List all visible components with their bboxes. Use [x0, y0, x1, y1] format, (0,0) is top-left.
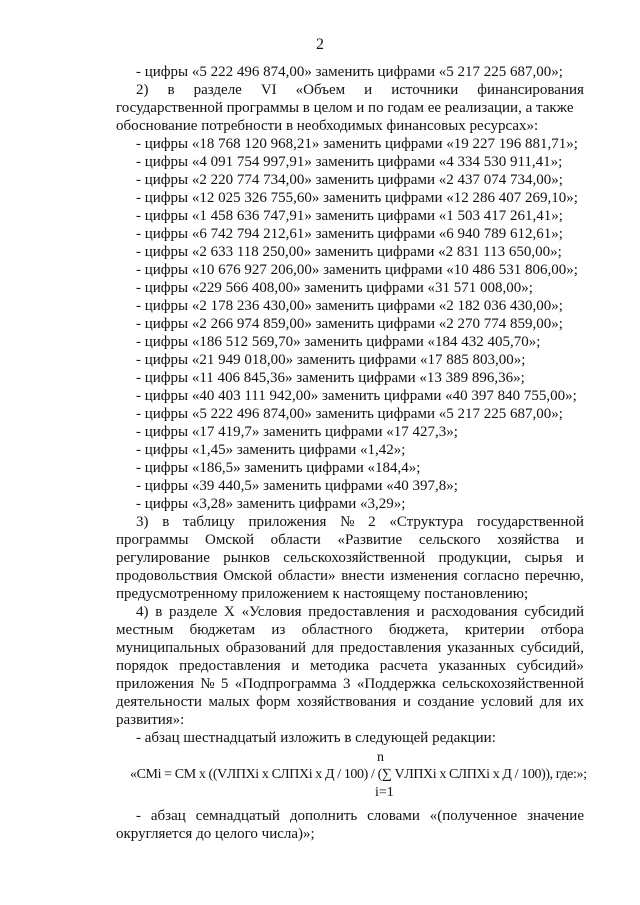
word: «Условия [241, 604, 302, 620]
word: разделе [169, 604, 218, 620]
list-item: - цифры «10 676 927 206,00» заменить цифрами «10 486 531 806,00»; [136, 262, 578, 278]
word: программы [116, 532, 189, 548]
word: приложения [116, 676, 194, 692]
word: из [271, 622, 286, 638]
formula-upper-limit: n [377, 750, 384, 765]
item-3-line-2 [116, 531, 584, 549]
word: № [200, 676, 215, 692]
abzac-16-line: - абзац шестнадцатый изложить в следующей редакции: [136, 730, 496, 746]
word: 2 [368, 514, 376, 530]
item-4-line-5 [116, 675, 584, 693]
word: семнадцатый [195, 808, 280, 824]
word: продовольствия [116, 568, 218, 584]
word: рынков [223, 550, 270, 566]
word: для [311, 640, 334, 656]
item-2-line-3: обоснование потребности в необходимых финансовых ресурсах»: [116, 118, 539, 134]
word: значение [527, 808, 584, 824]
word: методика [310, 658, 369, 674]
word: указанных [438, 658, 506, 674]
document-body [116, 63, 587, 843]
word: «Подпрограмма [234, 676, 337, 692]
list-item: - цифры «5 222 496 874,00» заменить цифрами «5 217 225 687,00»; [136, 406, 563, 422]
item-4-line-7: развития»: [116, 712, 185, 728]
list-item: - цифры «229 566 408,00» заменить цифрами «31 571 008,00»; [136, 280, 533, 296]
word: 4) [136, 604, 149, 620]
formula-expression: «СМi = СМ х ((VЛПХi х СЛПХi х Д / 100) / (∑ VЛПХi х СЛПХi х Д / 100)), где:»; [130, 767, 587, 782]
word: форм [256, 694, 291, 710]
word: перечню, [524, 568, 584, 584]
word: хозяйства [497, 532, 560, 548]
formula [116, 749, 587, 803]
word: области [270, 532, 321, 548]
word: в [162, 514, 170, 530]
item-4-line-3 [116, 639, 584, 657]
word: «(полученное [429, 808, 518, 824]
word: субсидий, [520, 640, 584, 656]
word: - [136, 808, 141, 824]
word: и [402, 694, 411, 710]
word: областного [301, 622, 373, 638]
word: условий [480, 694, 534, 710]
text-line: - цифры «5 222 496 874,00» заменить цифрами «5 217 225 687,00»; [136, 64, 563, 80]
word: согласно [463, 568, 520, 584]
abzac-17-line-1 [116, 807, 584, 825]
item-3-line-3 [116, 549, 584, 567]
word: бюджета, [388, 622, 449, 638]
word: расчета [379, 658, 428, 674]
word: продукции, [438, 550, 512, 566]
word: субсидий» [516, 658, 584, 674]
word: и [416, 604, 425, 620]
word: 5 [220, 676, 229, 692]
list-item: - цифры «12 025 326 755,60» заменить цифрами «12 286 407 269,10»; [136, 190, 578, 206]
list-item: - цифры «1,45» заменить цифрами «1,42»; [136, 442, 406, 458]
word: и [291, 658, 300, 674]
word: их [568, 694, 584, 710]
word: изменения [390, 568, 458, 584]
word: словами [367, 808, 420, 824]
list-item: - цифры «3,28» заменить цифрами «3,29»; [136, 496, 406, 512]
word: бюджетам [189, 622, 256, 638]
word: внести [341, 568, 385, 584]
word: сельского [418, 532, 481, 548]
list-item: - цифры «1 458 636 747,91» заменить цифрами «1 503 417 261,41»; [136, 208, 563, 224]
list-item: - цифры «2 633 118 250,00» заменить цифрами «2 831 113 650,00»; [136, 244, 562, 260]
word: и [364, 82, 373, 98]
word: критерии [464, 622, 525, 638]
word: отбора [540, 622, 584, 638]
list-item: - цифры «6 742 794 212,61» заменить цифрами «6 940 789 612,61»; [136, 226, 563, 242]
replacement-list [116, 135, 584, 513]
word: предоставления [308, 604, 410, 620]
list-item: - цифры «4 091 754 997,91» заменить цифрами «4 334 530 911,41»; [136, 154, 563, 170]
item-2-line-1 [116, 81, 584, 99]
item-4-line-1 [116, 603, 584, 621]
word: «Объем [295, 82, 346, 98]
word: приложения [248, 514, 327, 530]
list-item: - цифры «21 949 018,00» заменить цифрами «17 885 803,00»; [136, 352, 526, 368]
list-item: - цифры «2 220 774 734,00» заменить цифрами «2 437 074 734,00»; [136, 172, 563, 188]
word: местным [116, 622, 174, 638]
word: сырья [524, 550, 563, 566]
word: в [167, 82, 175, 98]
word: 2) [136, 82, 149, 98]
page-number: 2 [316, 36, 324, 53]
word: в [155, 604, 163, 620]
word: указанных [447, 640, 515, 656]
word: предоставления [339, 640, 442, 656]
word: «Структура [389, 514, 464, 530]
word: муниципальных [116, 640, 220, 656]
word: субсидий [524, 604, 584, 620]
word: хозяйствования [296, 694, 397, 710]
word: разделе [193, 82, 242, 98]
word: государственной [477, 514, 584, 530]
word: «Поддержка [356, 676, 436, 692]
word: «Развитие [337, 532, 403, 548]
item-3-line-4 [116, 567, 584, 585]
word: источники [391, 82, 459, 98]
list-item: - цифры «186,5» заменить цифрами «184,4»; [136, 460, 421, 476]
word: VI [260, 82, 277, 98]
list-item: - цифры «2 266 974 859,00» заменить цифрами «2 270 774 859,00»; [136, 316, 563, 332]
formula-lower-limit: i=1 [375, 785, 394, 800]
word: регулирование [116, 550, 210, 566]
word: финансирования [477, 82, 584, 98]
word: абзац [150, 808, 186, 824]
word: Омской [205, 532, 255, 548]
word: для [539, 694, 562, 710]
list-item: - цифры «186 512 569,70» заменить цифрами «184 432 405,70»; [136, 334, 541, 350]
word: образований [225, 640, 306, 656]
item-2-line-2: государственной программы в целом и по годам ее реализации, а также [116, 100, 574, 116]
item-3-line-1 [116, 513, 584, 531]
word: 3) [136, 514, 149, 530]
word: № [340, 514, 355, 530]
item-4-line-4 [116, 657, 584, 675]
item-4-line-6 [116, 693, 584, 711]
item-4-line-2 [116, 621, 584, 639]
word: X [224, 604, 235, 620]
word: деятельности [116, 694, 202, 710]
word: области» [277, 568, 336, 584]
list-item: - цифры «40 403 111 942,00» заменить цифрами «40 397 840 755,00»; [136, 388, 577, 404]
word: и [575, 532, 584, 548]
word: создание [417, 694, 475, 710]
word: порядок [116, 658, 169, 674]
word: сельскохозяйственной [442, 676, 584, 692]
list-item: - цифры «11 406 845,36» заменить цифрами «13 389 896,36»; [136, 370, 525, 386]
word: дополнить [289, 808, 358, 824]
item-3-line-5: предусмотренному приложением к настоящему постановлению; [116, 586, 529, 602]
word: малых [208, 694, 250, 710]
abzac-17-line-2: округляется до целого числа)»; [116, 826, 315, 842]
word: предоставления [179, 658, 281, 674]
word: сельскохозяйственной [283, 550, 426, 566]
word: таблицу [183, 514, 235, 530]
word: Омской [223, 568, 273, 584]
word: и [575, 550, 584, 566]
list-item: - цифры «2 178 236 430,00» заменить цифрами «2 182 036 430,00»; [136, 298, 563, 314]
word: 3 [343, 676, 351, 692]
list-item: - цифры «18 768 120 968,21» заменить цифрами «19 227 196 881,71»; [136, 136, 578, 152]
word: расходования [431, 604, 518, 620]
list-item: - цифры «17 419,7» заменить цифрами «17 427,3»; [136, 424, 458, 440]
list-item: - цифры «39 440,5» заменить цифрами «40 397,8»; [136, 478, 458, 494]
